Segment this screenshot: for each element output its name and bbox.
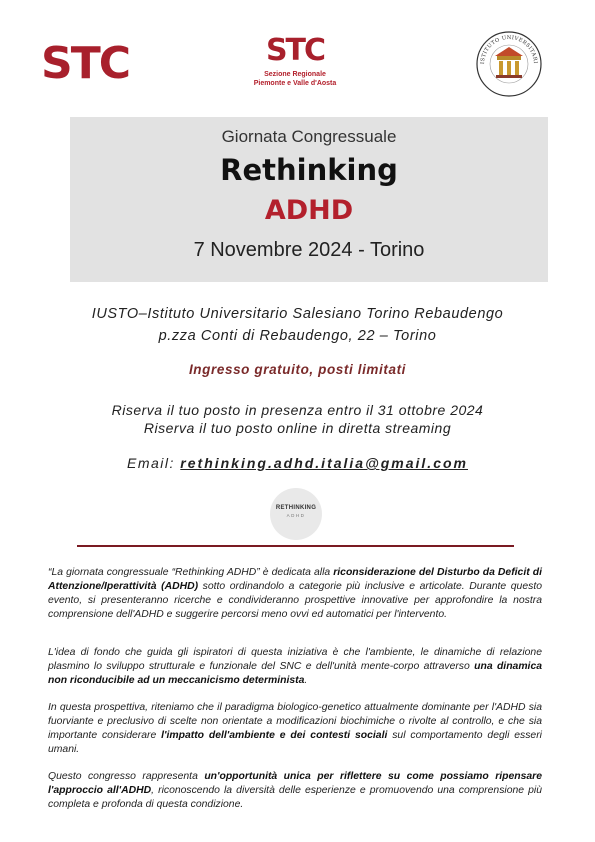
email-label: Email: bbox=[127, 455, 175, 471]
entry-note: Ingresso gratuito, posti limitati bbox=[188, 362, 407, 377]
badge-text-1: RETHINKING bbox=[275, 505, 317, 511]
p1-text-a: “La giornata congressuale “Rethinking ADHD” è dedicata alla bbox=[48, 567, 334, 578]
p2-text-a: L'idea di fondo che guida gli ispiratori di questa iniziativa è che l'ambiente, le dinamiche di relazione plasmino lo sviluppo strutturale e funzionale del SNC e dell'unità mente-corpo attraverso bbox=[48, 647, 542, 672]
venue-address: p.zza Conti di Rebaudengo, 22 – Torino bbox=[158, 328, 437, 344]
reservation-online: Riserva il tuo posto online in diretta streaming bbox=[143, 420, 452, 436]
p4-bold: un'opportunità unica per riflettere su come possiamo ripensare l'approccio all'ADHD bbox=[48, 771, 542, 796]
stc-logo-left bbox=[40, 34, 130, 94]
contact-email-row bbox=[0, 455, 595, 471]
p3-bold: l'impatto dell'ambiente e dei contesti sociali bbox=[161, 729, 388, 741]
paragraph-intro bbox=[48, 566, 542, 622]
p3-text-c: sul comportamento degli esseri umani. bbox=[48, 729, 542, 755]
p2-bold: una dinamica non riconducibile ad un meccanicismo determinista bbox=[48, 660, 543, 686]
stc-section-logo-text: STC bbox=[265, 33, 325, 68]
reservation-in-person: Riserva il tuo posto in presenza entro il 31 ottobre 2024 bbox=[111, 402, 484, 418]
university-seal-icon bbox=[475, 30, 543, 98]
paragraph-perspective bbox=[48, 701, 542, 757]
section-line-2: Piemonte e Valle d'Aosta bbox=[253, 80, 337, 87]
divider bbox=[77, 545, 514, 547]
p3-text-a: In questa prospettiva, riteniamo che il paradigma biologico-genetico attualmente dominante per l'ADHD sia fuorviante e preclusivo di scelte non orientate a modificazioni biochimiche o rivolte al controllo, e che sia importante considerare bbox=[48, 702, 542, 741]
venue-name: IUSTO–Istituto Universitario Salesiano Torino Rebaudengo bbox=[91, 306, 504, 322]
title-banner bbox=[70, 117, 548, 282]
university-seal-logo bbox=[475, 30, 543, 98]
email-link[interactable]: rethinking.adhd.italia@gmail.com bbox=[180, 455, 468, 471]
event-date: 7 Novembre 2024 - Torino bbox=[193, 239, 425, 261]
paragraph-conclusion bbox=[48, 770, 542, 812]
p4-text-a: Questo congresso rappresenta bbox=[48, 771, 205, 782]
badge-text-2: ADHD bbox=[286, 513, 306, 518]
paragraph-idea bbox=[48, 646, 542, 688]
rethinking-adhd-badge bbox=[270, 488, 322, 540]
p2-text-c: . bbox=[304, 674, 308, 686]
event-title-line1: Rethinking bbox=[220, 153, 398, 187]
svg-text:ISTITUTO UNIVERSITARIO SALESIA: ISTITUTO UNIVERSITARI bbox=[479, 34, 539, 65]
p1-bold: riconsiderazione del Disturbo da Deficit di Attenzione/Iperattività (ADHD) bbox=[48, 567, 542, 592]
event-title-line2: ADHD bbox=[264, 195, 354, 226]
section-line-1: Sezione Regionale bbox=[264, 71, 326, 78]
p4-text-c: , riconoscendo la diversità delle esperienze e promuovendo una comprensione più completa e profonda di questa condizione. bbox=[48, 784, 542, 810]
stc-section-logo bbox=[250, 32, 340, 98]
stc-logo-text: STC bbox=[41, 38, 129, 89]
p1-text-c: sotto ordinandolo a categorie più inclusive e articolate. Durante questo evento, si presenteranno ricerche e condivideranno prospettive innovative per approfondire la nostra comprensione dell'ADHD e suggerire percorsi meno ovvi ed automatici per l'intervento. bbox=[48, 580, 542, 620]
event-type: Giornata Congressuale bbox=[221, 127, 397, 146]
